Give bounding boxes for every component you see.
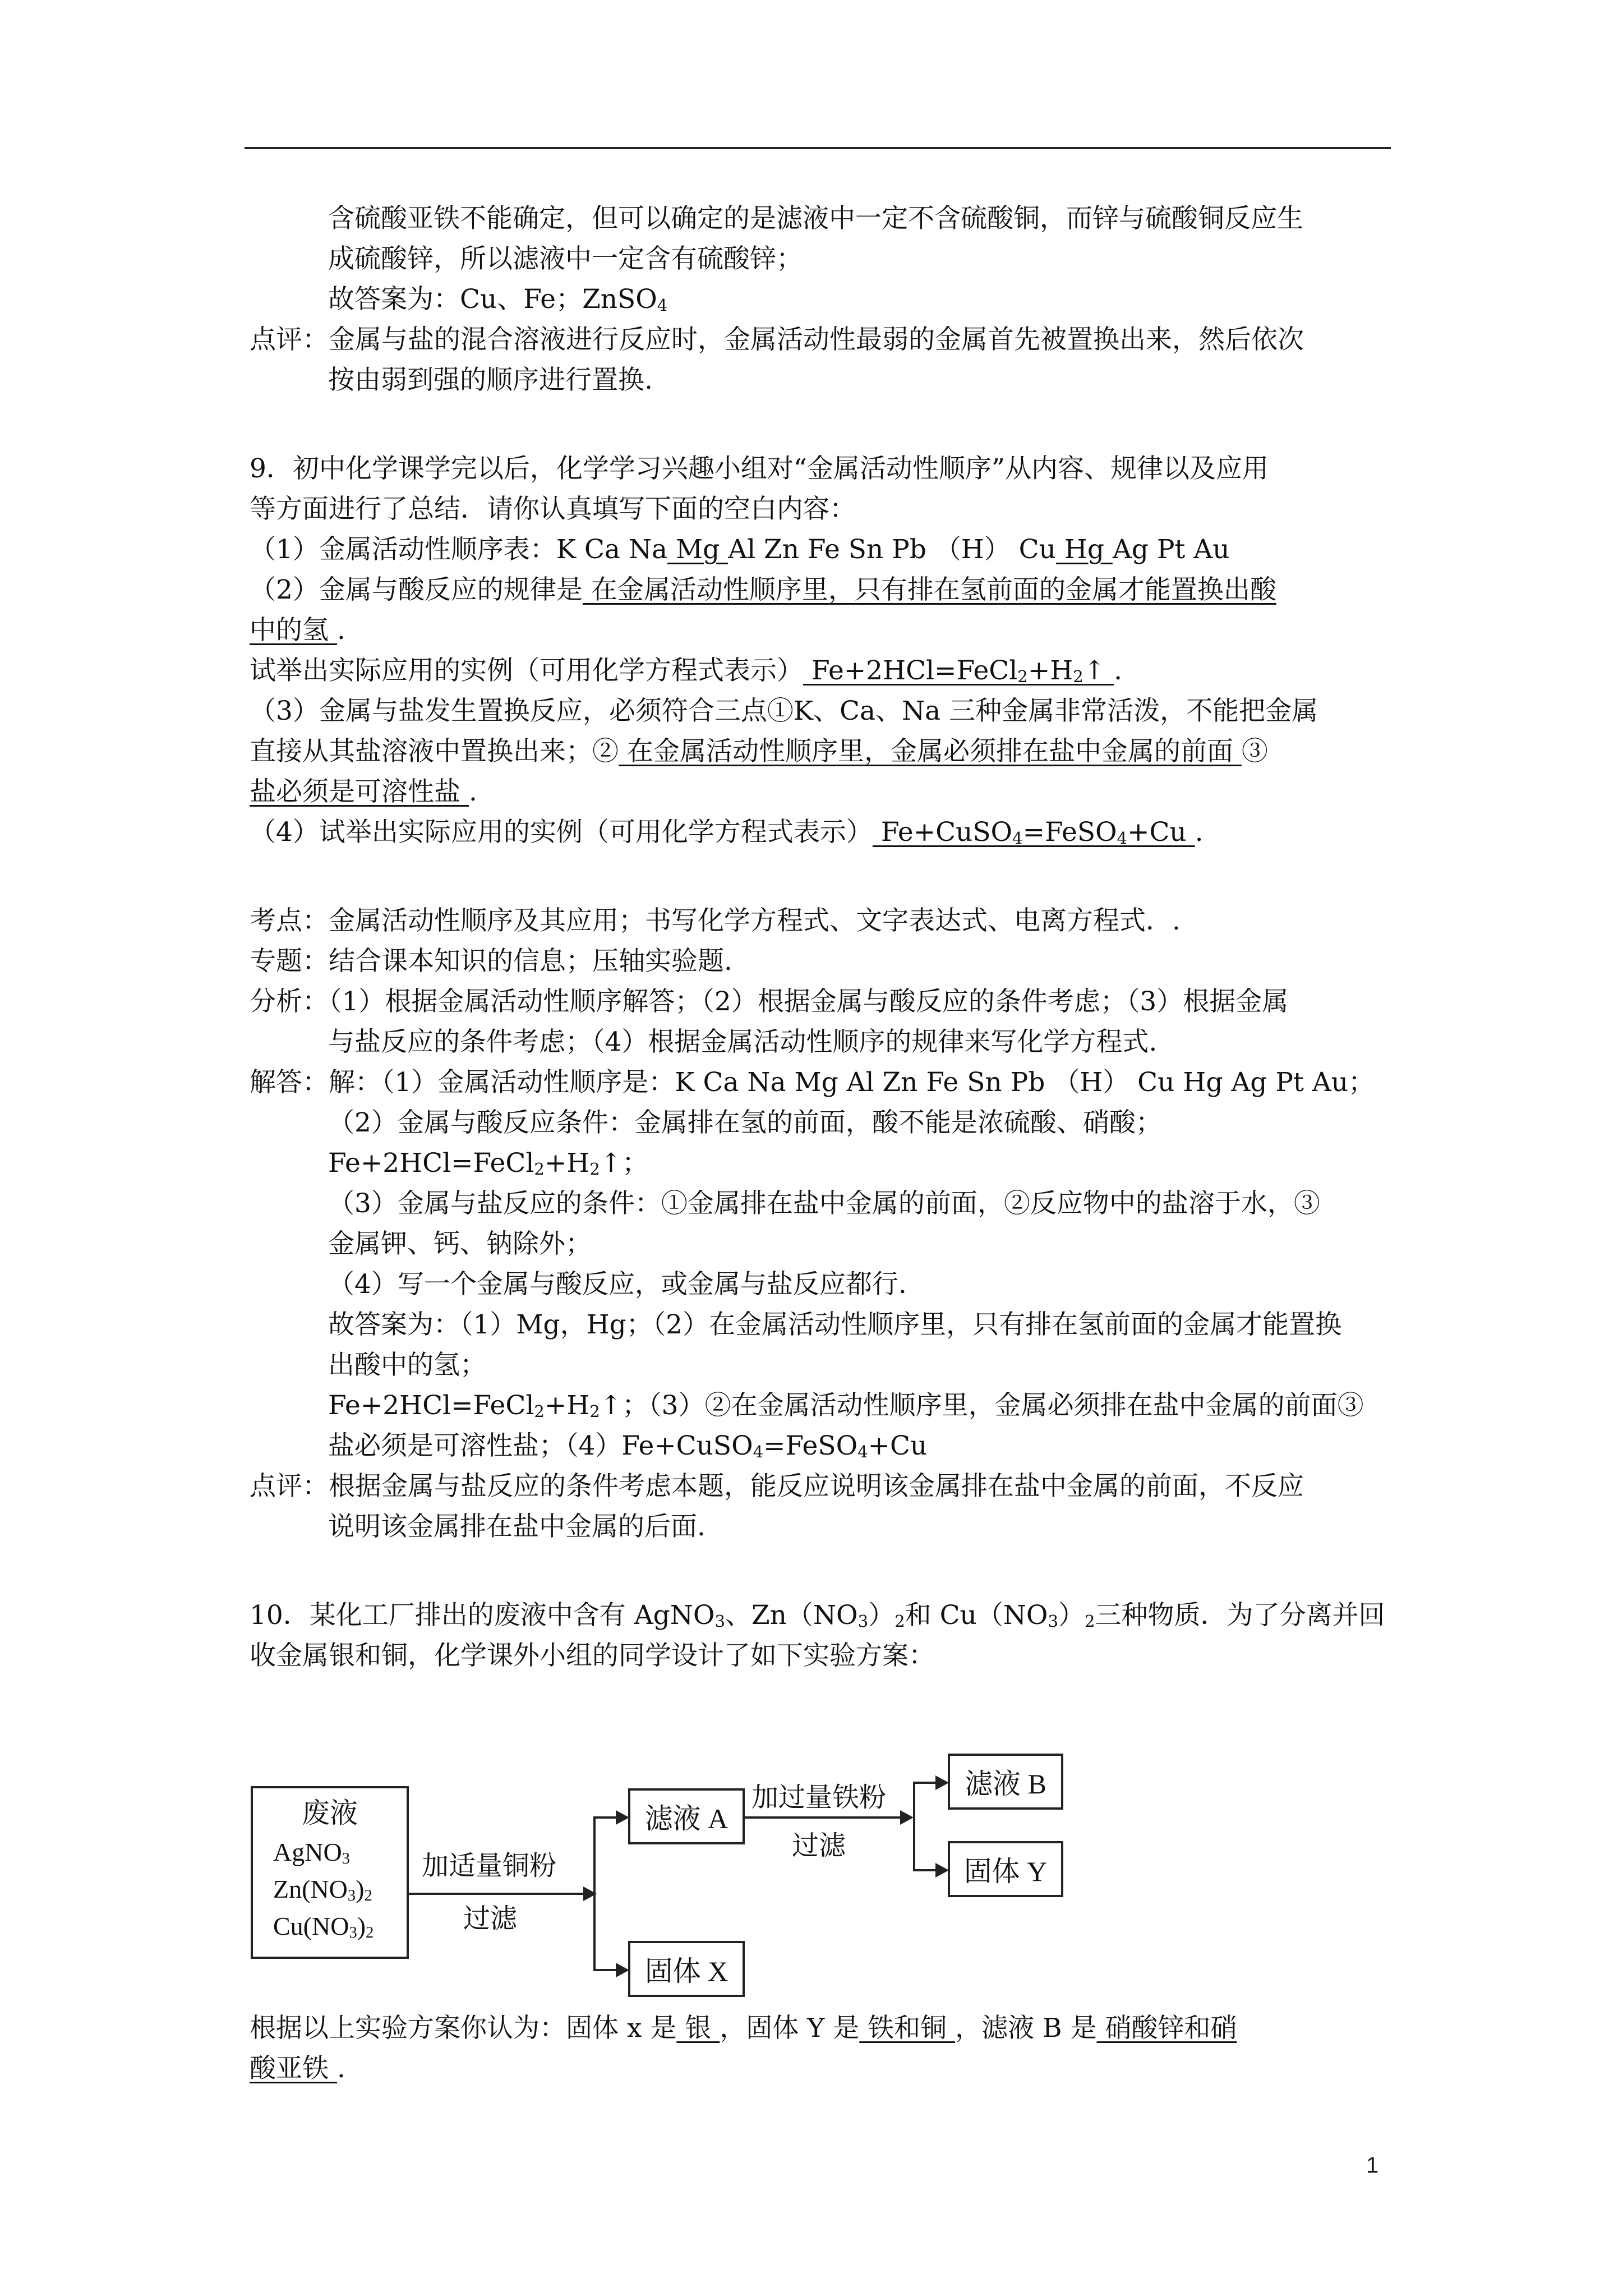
jieda-line: （2）金属与酸反应条件：金属排在氢的前面，酸不能是浓硫酸、硝酸； — [328, 1107, 1162, 1138]
question-10-stem: 10．某化工厂排出的废液中含有 AgNO$_3$、$Zn(NO_3)_2$和 $Cu(NO_3)_2$三种物质．为了分离并回 — [250, 1600, 1385, 1631]
blank-answer: 硝酸锌和硝 — [1096, 2013, 1237, 2044]
question-9-stem: 等方面进行了总结．请你认真填写下面的空白内容： — [250, 494, 856, 524]
text-line: 按由弱到强的顺序进行置换. — [328, 365, 653, 395]
blank-answer: 银 — [676, 2013, 720, 2044]
kaodian-line: 考点：金属活动性顺序及其应用；书写化学方程式、文字表达式、电离方程式．. — [250, 905, 1181, 936]
blank-answer: 盐必须是可溶性盐 — [250, 776, 469, 807]
blank-answer: Fe+CuSO$_4$=FeSO$_4$+Cu — [872, 817, 1195, 848]
question-9-part-3: 盐必须是可溶性盐 . — [250, 776, 477, 807]
fenxi-line: 分析：（1）根据金属活动性顺序解答；（2）根据金属与酸反应的条件考虑；（3）根据金属 — [250, 986, 1289, 1017]
fenxi-line: 与盐反应的条件考虑；（4）根据金属活动性顺序的规律来写化学方程式. — [328, 1027, 1158, 1057]
filtrate-a-label: 滤液 A — [644, 1803, 728, 1834]
zhuanti-line: 专题：结合课本知识的信息；压轴实验题. — [250, 946, 732, 977]
question-10-answer: 酸亚铁 . — [250, 2053, 345, 2084]
waste-liquid-box — [251, 1786, 409, 1959]
arrow-head — [935, 1775, 949, 1790]
page-number: 1 — [1366, 2153, 1379, 2178]
question-9-part-2: （2）金属与酸反应的规律是 在金属活动性顺序里，只有排在氢前面的金属才能置换出酸 — [250, 574, 1276, 605]
text-line: 含硫酸亚铁不能确定，但可以确定的是滤液中一定不含硫酸铜，而锌与硫酸铜反应生 — [328, 203, 1303, 234]
step1-reagent-label: 加适量铜粉 — [422, 1850, 557, 1881]
question-10-answer: 根据以上实验方案你认为：固体 x 是 银 ，固体 Y 是 铁和铜 ，滤液 B 是 硝酸锌和硝 — [250, 2013, 1237, 2044]
blank-answer: 酸亚铁 — [250, 2053, 337, 2084]
blank-answer: Hg — [1055, 534, 1113, 565]
jieda-line: 盐必须是可溶性盐；（4）Fe+CuSO$_4$=FeSO$_4$+Cu — [328, 1430, 928, 1462]
arrow-line — [409, 1893, 584, 1895]
answer-line: 故答案为：Cu、Fe；ZnSO$_4$ — [328, 284, 668, 315]
waste-agno3: AgNO$_3$ — [273, 1838, 350, 1868]
arrow-head — [900, 1810, 914, 1825]
dianping-line: 点评：根据金属与盐反应的条件考虑本题，能反应说明该金属排在盐中金属的前面，不反应 — [250, 1471, 1304, 1502]
solid-x-box — [628, 1941, 745, 1997]
branch-line — [913, 1782, 915, 1871]
jieda-line: $Fe+2HCl=FeCl_2+H_2↑$； — [328, 1148, 649, 1179]
step2-reagent-label: 加过量铁粉 — [751, 1782, 887, 1813]
question-9-part-3: 直接从其盐溶液中置换出来；② 在金属活动性顺序里，金属必须排在盐中金属的前面 ③ — [250, 736, 1268, 767]
question-9-part-4: （4）试举出实际应用的实例（可用化学方程式表示） Fe+CuSO$_4$=FeSO$_4$+Cu . — [250, 817, 1204, 848]
jieda-line: 解答：解：（1）金属活动性顺序是：K Ca Na Mg Al Zn Fe Sn Pb （H） Cu Hg Ag Pt Au； — [250, 1067, 1375, 1098]
branch-line — [593, 1816, 596, 1971]
blank-answer: Mg — [667, 534, 728, 565]
solid-x-label: 固体 X — [644, 1955, 728, 1987]
question-9-part-1: （1）金属活动性顺序表：K Ca Na Mg Al Zn Fe Sn Pb （H） Cu Hg Ag Pt Au — [250, 534, 1230, 565]
question-10-stem: 收金属银和铜，化学课外小组的同学设计了如下实验方案： — [250, 1640, 935, 1671]
arrow-line — [745, 1816, 903, 1819]
step1-operation-label: 过滤 — [463, 1903, 518, 1934]
jieda-line: 金属钾、钙、钠除外； — [328, 1228, 592, 1259]
jieda-line: （4）写一个金属与酸反应，或金属与盐反应都行. — [328, 1269, 907, 1300]
jieda-line: 故答案为：（1）Mg，Hg；（2）在金属活动性顺序里，只有排在氢前面的金属才能置换 — [328, 1309, 1342, 1340]
dianping-line: 说明该金属排在盐中金属的后面. — [328, 1511, 706, 1542]
jieda-line: $Fe+2HCl=FeCl_2+H_2↑$；（3）②在金属活动性顺序里，金属必须排在盐中金属的前面③ — [328, 1390, 1364, 1421]
question-9-part-3: （3）金属与盐发生置换反应，必须符合三点①K、Ca、Na 三种金属非常活泼，不能把金属 — [250, 696, 1318, 726]
blank-answer: 中的氢 — [250, 615, 337, 646]
question-9-example: 试举出实际应用的实例（可用化学方程式表示） $Fe+2HCl=FeCl_2+H_2↑$ . — [250, 655, 1123, 687]
waste-zn-nitrate: $Zn(NO_3)_2$ — [273, 1875, 372, 1905]
filtrate-b-box — [948, 1754, 1063, 1810]
solid-y-box — [948, 1841, 1063, 1897]
filtrate-a-box — [628, 1788, 745, 1844]
question-9-stem: 9．初中化学课学完以后，化学学习兴趣小组对“金属活动性顺序”从内容、规律以及应用 — [250, 453, 1269, 484]
arrow-head — [935, 1863, 949, 1878]
filtrate-b-label: 滤液 B — [965, 1768, 1046, 1800]
waste-cu-nitrate: $Cu(NO_3)_2$ — [273, 1912, 374, 1942]
arrow-head — [616, 1810, 629, 1825]
question-9-part-2: 中的氢 . — [250, 615, 345, 646]
blank-answer: 在金属活动性顺序里，金属必须排在盐中金属的前面 — [619, 736, 1242, 767]
solid-y-label: 固体 Y — [963, 1856, 1048, 1887]
comment-line: 点评：金属与盐的混合溶液进行反应时，金属活动性最弱的金属首先被置换出来，然后依次 — [250, 324, 1304, 355]
step2-operation-label: 过滤 — [792, 1830, 846, 1861]
header-rule — [245, 147, 1391, 149]
blank-answer: $Fe+2HCl=FeCl_2+H_2↑$ — [803, 655, 1114, 687]
jieda-line: 出酸中的氢； — [328, 1350, 486, 1381]
arrow-head — [616, 1963, 629, 1977]
blank-answer: 在金属活动性顺序里，只有排在氢前面的金属才能置换出酸 — [582, 574, 1276, 605]
waste-title: 废液 — [302, 1797, 358, 1829]
jieda-line: （3）金属与盐反应的条件：①金属排在盐中金属的前面，②反应物中的盐溶于水，③ — [328, 1188, 1320, 1219]
blank-answer: 铁和铜 — [859, 2013, 956, 2044]
text-line: 成硫酸锌，所以滤液中一定含有硫酸锌； — [328, 243, 803, 274]
